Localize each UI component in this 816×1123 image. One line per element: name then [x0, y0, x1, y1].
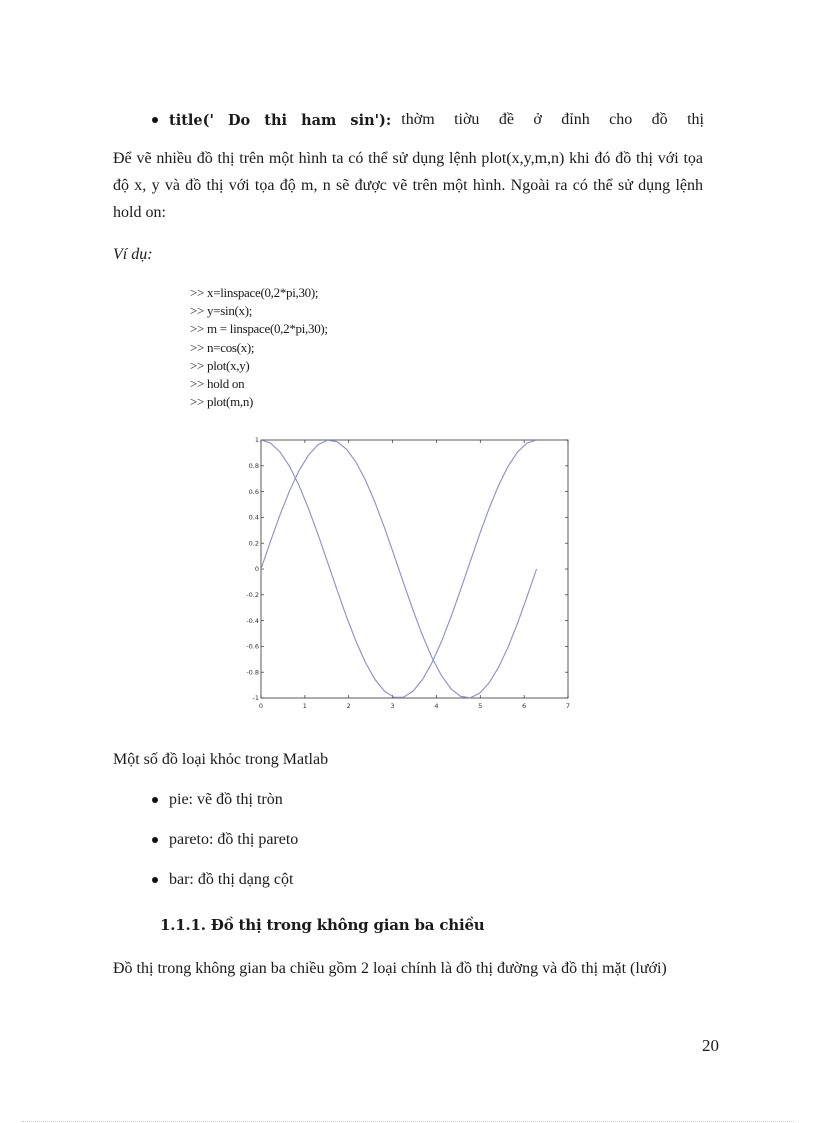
- title-command-bullet: [152, 111, 704, 129]
- plot-paragraph: Để vẽ nhiều đồ thị trên một hình ta có thể sử dụng lệnh plot(x,y,m,n) khi đó đồ thị với tọa độ x, y và đồ thị với tọa độ m, n sẽ được vẽ trên một hình. Ngoài ra có thể sử dụng lệnh hold on:: [113, 150, 703, 221]
- code-line: >> hold on: [190, 376, 245, 392]
- 3d-paragraph: Đồ thị trong không gian ba chiều gồm 2 loại chính là đồ thị đường và đồ thị mặt (lưới): [113, 960, 667, 977]
- bullet-dot-icon: [152, 837, 158, 843]
- x-tick-label: 3: [390, 702, 395, 710]
- desc-word: đồ: [651, 111, 668, 128]
- code-block: [190, 284, 328, 411]
- chart-types-intro: Một số đồ loại khỏc trong Matlab: [113, 751, 329, 768]
- title-command-code: title(' Do thi ham sin'):: [169, 111, 392, 129]
- y-tick-label: 0: [254, 565, 259, 574]
- bullet-dot-icon: [152, 877, 158, 883]
- desc-word: thờm: [401, 111, 435, 128]
- y-tick-label: 0.2: [248, 539, 259, 548]
- desc-word: tiờu: [454, 111, 480, 128]
- list-item-text: pie: vẽ đồ thị tròn: [169, 791, 283, 808]
- plot-frame: [261, 440, 568, 698]
- x-tick-label: 7: [565, 702, 571, 710]
- code-line: >> x=linspace(0,2*pi,30);: [190, 285, 319, 300]
- x-tick-label: 4: [434, 702, 439, 710]
- y-tick-label: 1: [254, 436, 259, 445]
- y-tick-label: -1: [252, 694, 259, 703]
- y-tick-label: 0.4: [248, 513, 259, 522]
- desc-word: cho: [609, 111, 633, 128]
- desc-word: thị: [687, 111, 704, 128]
- x-tick-label: 6: [522, 702, 527, 710]
- list-item: [152, 791, 283, 809]
- footer-divider: [22, 1121, 794, 1122]
- list-item: [152, 871, 293, 889]
- example-label: Ví dụ:: [113, 246, 153, 263]
- desc-word: đề: [498, 111, 514, 128]
- page-number: 20: [702, 1036, 719, 1055]
- x-tick-label: 0: [258, 702, 264, 710]
- x-tick-label: 5: [478, 702, 483, 710]
- code-line: >> m = linspace(0,2*pi,30);: [190, 321, 328, 337]
- bullet-dot-icon: [152, 797, 158, 803]
- list-item-text: pareto: đồ thị pareto: [169, 831, 299, 848]
- code-line: >> y=sin(x);: [190, 303, 253, 319]
- desc-word: ở: [533, 111, 542, 128]
- desc-word: đỉnh: [561, 111, 590, 128]
- code-line: >> plot(m,n): [190, 394, 254, 410]
- y-tick-label: -0.8: [246, 668, 259, 677]
- list-item: [152, 831, 298, 849]
- title-command-description: [401, 111, 704, 129]
- list-item-text: bar: đồ thị dạng cột: [169, 871, 294, 888]
- bullet-dot-icon: [152, 117, 158, 123]
- code-line: >> n=cos(x);: [190, 339, 255, 355]
- x-tick-label: 1: [302, 702, 307, 710]
- y-tick-label: -0.4: [246, 616, 259, 625]
- section-heading: 1.1.1. Đồ thị trong không gian ba chiều: [160, 916, 485, 934]
- y-tick-label: -0.2: [246, 591, 259, 599]
- code-line: >> plot(x,y): [190, 357, 250, 373]
- x-tick-label: 2: [346, 702, 351, 710]
- y-tick-label: 0.8: [248, 462, 259, 470]
- y-tick-label: 0.6: [248, 487, 259, 496]
- y-tick-label: -0.6: [246, 642, 259, 651]
- chart-svg: [238, 432, 578, 717]
- sin-cos-chart: [238, 432, 578, 722]
